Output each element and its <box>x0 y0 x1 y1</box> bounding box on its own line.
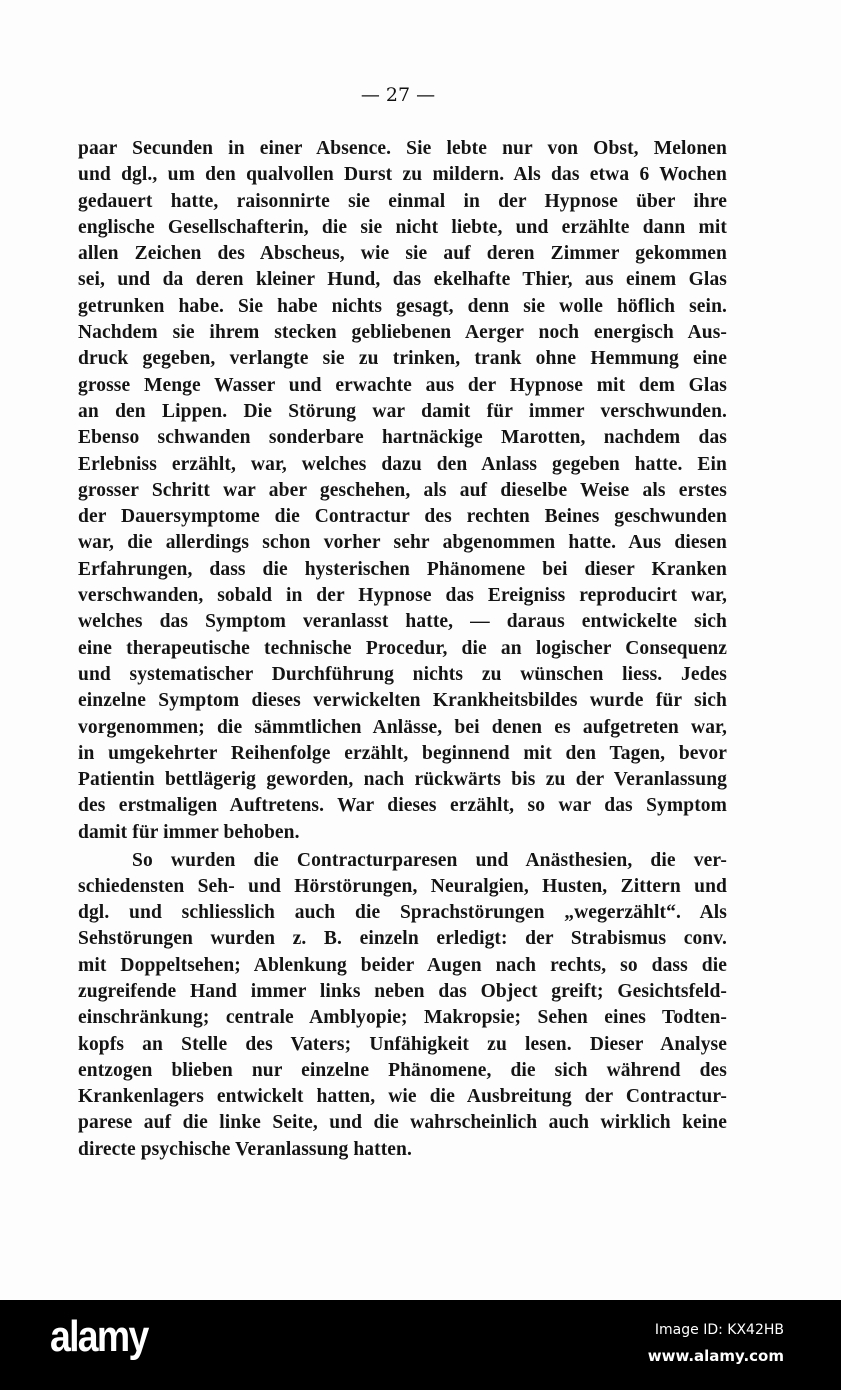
text-line: und dgl., um den qualvollen Durst zu mildern. Als das etwa 6 Wochen <box>78 164 727 186</box>
text-line: mit Doppeltsehen; Ablenkung beider Augen nach rechts, so dass die <box>78 954 727 976</box>
text-line: einzelne Symptom dieses verwickelten Krankheitsbildes wurde für sich <box>78 690 727 712</box>
text-line: kopfs an Stelle des Vaters; Unfähigkeit zu lesen. Dieser Analyse <box>78 1033 727 1055</box>
text-line: welches das Symptom veranlasst hatte, — daraus entwickelte sich <box>78 611 727 633</box>
text-line: directe psychische Veranlassung hatten. <box>78 1138 412 1160</box>
text-line: druck gegeben, verlangte sie zu trinken, trank ohne Hemmung eine <box>78 348 727 370</box>
text-line: paar Secunden in einer Absence. Sie lebte nur von Obst, Melonen <box>78 138 727 159</box>
text-line: grosser Schritt war aber geschehen, als auf dieselbe Weise als erstes <box>78 479 727 501</box>
text-line: in umgekehrter Reihenfolge erzählt, beginnend mit den Tagen, bevor <box>78 742 727 764</box>
paragraph <box>78 848 727 1164</box>
image-id: Image ID: KX42HB <box>654 1322 784 1338</box>
text-line: dgl. und schliesslich auch die Sprachstörungen „wegerzählt“. Als <box>78 902 727 924</box>
text-line: grosse Menge Wasser und erwachte aus der Hypnose mit dem Glas <box>78 374 727 396</box>
text-line: war, die allerdings schon vorher sehr abgenommen hatte. Aus diesen <box>78 532 727 554</box>
text-line: und systematischer Durchführung nichts zu wünschen liess. Jedes <box>78 663 727 685</box>
text-line: eine therapeutische technische Procedur, die an logischer Consequenz <box>78 637 727 659</box>
text-line: Erfahrungen, dass die hysterischen Phänomene bei dieser Kranken <box>78 558 727 580</box>
watermark-bar <box>0 1300 841 1390</box>
watermark-url: www.alamy.com <box>647 1347 784 1365</box>
text-line: Nachdem sie ihrem stecken gebliebenen Aerger noch energisch Aus- <box>78 322 727 344</box>
text-line: allen Zeichen des Abscheus, wie sie auf deren Zimmer gekommen <box>78 243 727 265</box>
text-line: des erstmaligen Auftretens. War dieses erzählt, so war das Symptom <box>78 795 727 817</box>
text-line: sei, und da deren kleiner Hund, das ekelhafte Thier, aus einem Glas <box>78 269 727 291</box>
text-line: vorgenommen; die sämmtlichen Anlässe, bei denen es aufgetreten war, <box>78 716 727 738</box>
text-line: der Dauersymptome die Contractur des rechten Beines geschwunden <box>78 506 727 528</box>
text-line: parese auf die linke Seite, und die wahrscheinlich auch wirklich keine <box>78 1112 727 1134</box>
text-line: damit für immer behoben. <box>78 821 300 843</box>
paragraph <box>78 136 727 846</box>
body-text <box>78 136 727 1163</box>
text-line: gedauert hatte, raisonnirte sie einmal in der Hypnose über ihre <box>78 190 727 212</box>
text-line: einschränkung; centrale Amblyopie; Makropsie; Sehen eines Todten- <box>78 1007 727 1029</box>
text-line: verschwanden, sobald in der Hypnose das Ereigniss reproducirt war, <box>78 585 727 607</box>
text-line: getrunken habe. Sie habe nichts gesagt, denn sie wolle höflich sein. <box>78 295 727 317</box>
text-line: an den Lippen. Die Störung war damit für immer verschwunden. <box>78 400 727 422</box>
page-number: — 27 — <box>360 84 436 106</box>
text-line: zugreifende Hand immer links neben das Object greift; Gesichtsfeld- <box>78 981 727 1002</box>
text-line: Erlebniss erzählt, war, welches dazu den Anlass gegeben hatte. Ein <box>78 453 727 475</box>
text-line: Sehstörungen wurden z. B. einzeln erledigt: der Strabismus conv. <box>78 928 727 950</box>
text-line: So wurden die Contracturparesen und Anästhesien, die ver- <box>132 849 727 871</box>
text-line: Patientin bettlägerig geworden, nach rückwärts bis zu der Veranlassung <box>78 769 727 791</box>
text-line: schiedensten Seh- und Hörstörungen, Neuralgien, Husten, Zittern und <box>78 875 727 897</box>
alamy-logo: alamy <box>50 1312 148 1361</box>
text-line: entzogen blieben nur einzelne Phänomene, die sich während des <box>78 1059 727 1081</box>
text-line: Ebenso schwanden sonderbare hartnäckige Marotten, nachdem das <box>78 427 727 449</box>
text-line: englische Gesellschafterin, die sie nicht liebte, und erzählte dann mit <box>78 216 727 238</box>
text-line: Krankenlagers entwickelt hatten, wie die Ausbreitung der Contractur- <box>78 1086 727 1108</box>
